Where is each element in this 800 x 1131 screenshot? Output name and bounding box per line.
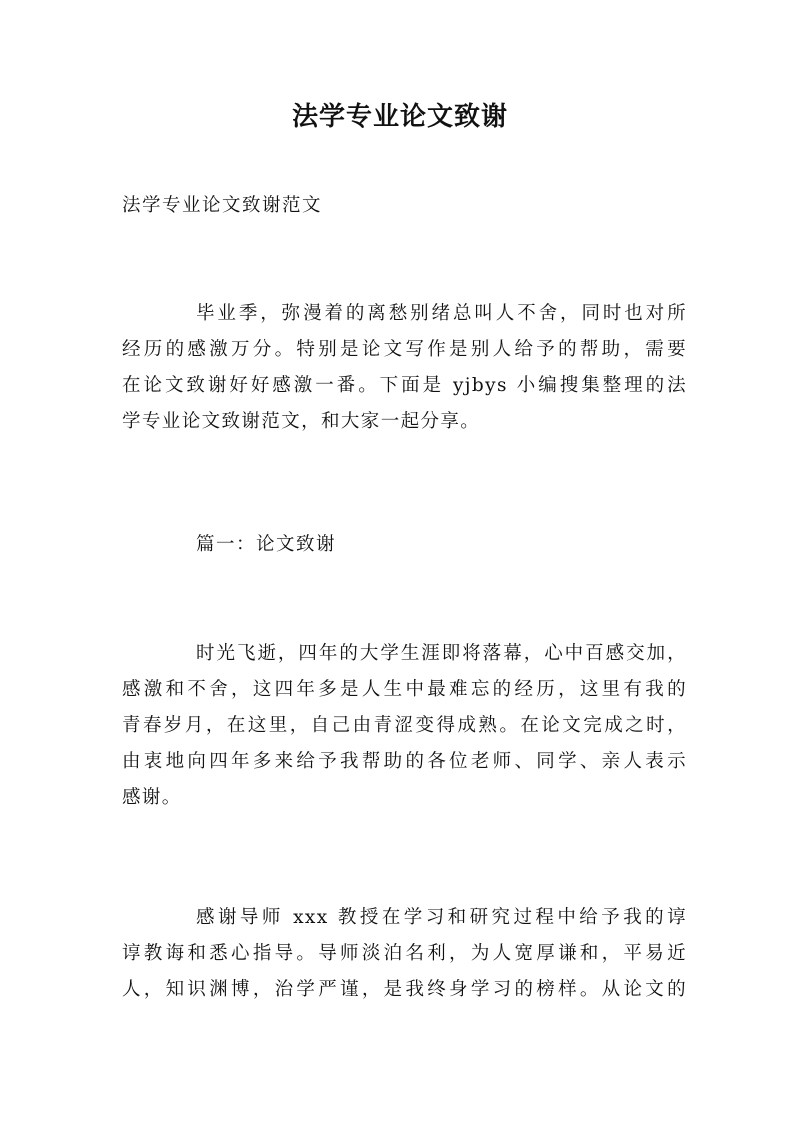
paragraph-line: 在论文致谢好好感激一番。下面是 yjbys 小编搜集整理的法 — [122, 375, 687, 396]
paragraph-line: 感谢导师 xxx 教授在学习和研究过程中给予我的谆 — [196, 907, 687, 928]
paragraph-line: 毕业季，弥漫着的离愁别绪总叫人不舍，同时也对所 — [196, 303, 687, 324]
paragraph-thanks-advisor — [122, 900, 687, 1008]
paragraph-section-one — [122, 636, 687, 816]
paragraph-line: 谆教诲和悉心指导。导师淡泊名利，为人宽厚谦和，平易近 — [122, 943, 687, 964]
paragraph-line: 学专业论文致谢范文，和大家一起分享。 — [122, 411, 481, 432]
paragraph-line: 时光飞逝，四年的大学生涯即将落幕，心中百感交加， — [196, 643, 687, 664]
paragraph-line: 由衷地向四年多来给予我帮助的各位老师、同学、亲人表示 — [122, 751, 687, 772]
document-title: 法学专业论文致谢 — [291, 102, 508, 132]
paragraph-line: 感谢。 — [122, 787, 182, 808]
paragraph-line: 人，知识渊博，治学严谨，是我终身学习的榜样。从论文的 — [122, 979, 687, 1000]
section-heading: 篇一：论文致谢 — [196, 534, 337, 555]
paragraph-line: 经历的感激万分。特别是论文写作是别人给予的帮助，需要 — [122, 339, 687, 360]
paragraph-line: 感激和不舍，这四年多是人生中最难忘的经历，这里有我的 — [122, 679, 687, 700]
paragraph-intro — [122, 296, 687, 440]
document-subtitle: 法学专业论文致谢范文 — [122, 195, 323, 216]
paragraph-line: 青春岁月，在这里，自己由青涩变得成熟。在论文完成之时， — [122, 715, 687, 736]
